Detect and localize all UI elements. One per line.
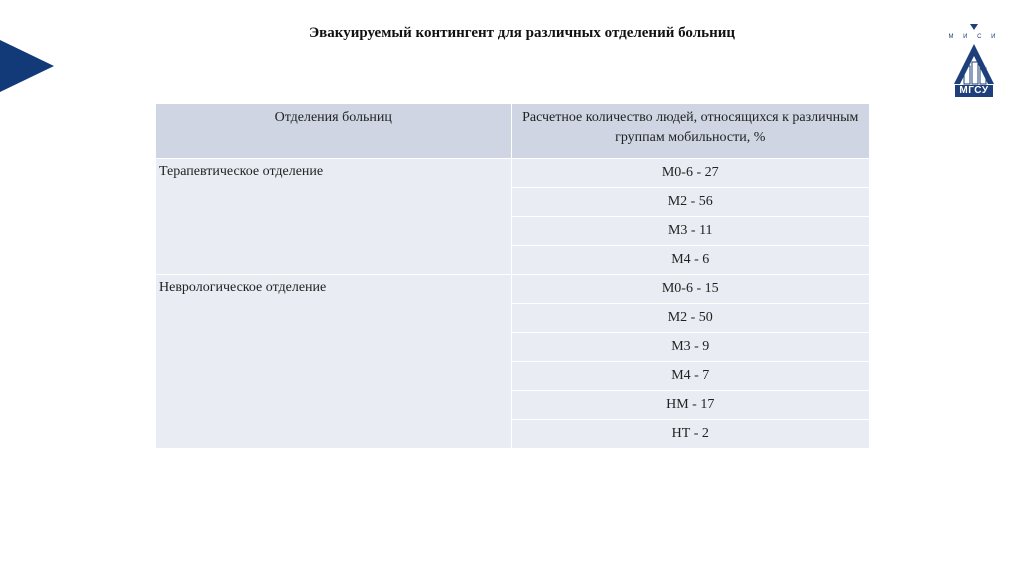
evacuation-table <box>156 104 869 448</box>
logo-bottom-text: МГСУ <box>955 85 993 97</box>
value-cell: М3 - 9 <box>511 333 869 362</box>
value-cell: НМ - 17 <box>511 391 869 420</box>
value-cell: М4 - 7 <box>511 362 869 391</box>
value-cell: М2 - 56 <box>511 188 869 217</box>
table-header-row <box>156 104 869 159</box>
page-title: Эвакуируемый контингент для различных отделений больниц <box>309 25 735 41</box>
department-cell: Неврологическое отделение <box>156 275 511 449</box>
value-cell: М2 - 50 <box>511 304 869 333</box>
value-cell: М3 - 11 <box>511 217 869 246</box>
mgsu-logo <box>948 18 1000 104</box>
table-row <box>156 275 869 304</box>
value-cell: М0-6 - 15 <box>511 275 869 304</box>
value-cell: М0-6 - 27 <box>511 159 869 188</box>
value-cell: М4 - 6 <box>511 246 869 275</box>
logo-top-text: М И С И <box>948 34 1000 40</box>
header-departments: Отделения больниц <box>156 104 511 159</box>
nav-arrow-icon <box>0 40 54 92</box>
value-cell: НТ - 2 <box>511 420 869 449</box>
header-mobility-groups: Расчетное количество людей, относящихся к различным группам мобильности, % <box>511 104 869 159</box>
table-row <box>156 159 869 188</box>
department-cell: Терапевтическое отделение <box>156 159 511 275</box>
